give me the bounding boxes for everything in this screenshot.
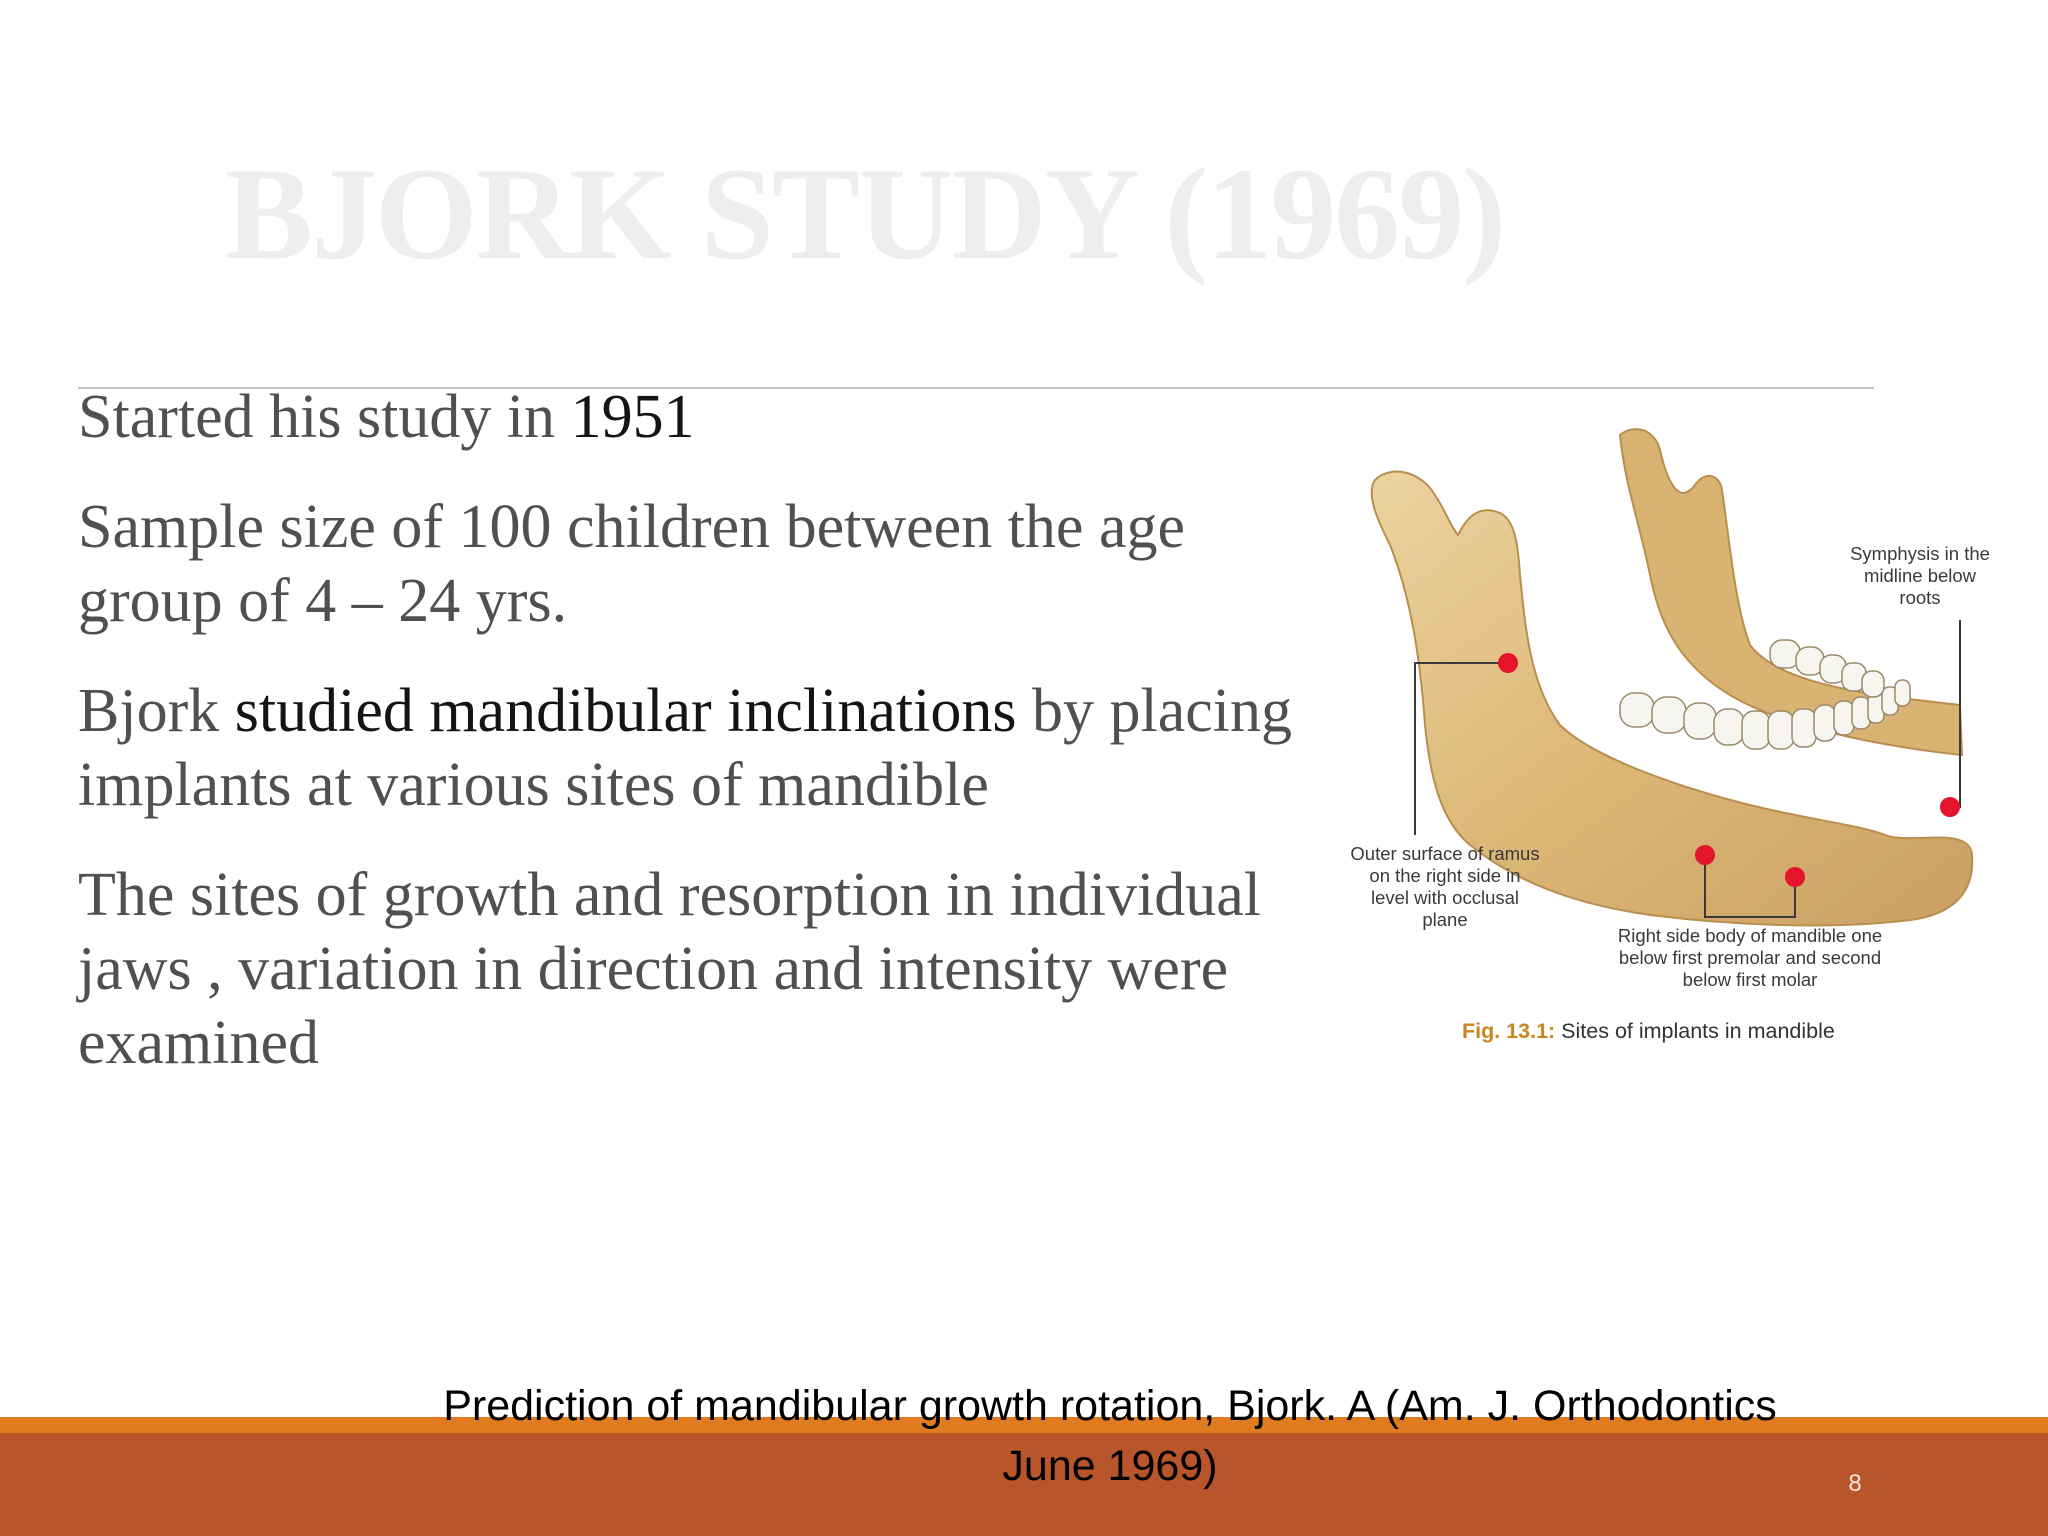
- page-number: 8: [1848, 1470, 1862, 1497]
- bullet-text-rest: by placing implants at various sites of mandible: [78, 677, 1292, 819]
- callout-body: Right side body of mandible one below first premolar and second below first molar: [1617, 925, 1883, 990]
- bullet-text: Sample size of 100 children between the age group of 4 – 24 yrs.: [78, 493, 1185, 635]
- figure-caption-label: Fig. 13.1:: [1462, 1019, 1556, 1043]
- bullet-item: [78, 858, 1308, 1080]
- figure-caption: [1462, 1019, 1982, 1044]
- slide-title: BJORK STUDY (1969): [225, 140, 1505, 287]
- bullet-list: [78, 380, 1308, 1116]
- figure-caption-text: Sites of implants in mandible: [1555, 1019, 1835, 1043]
- bullet-text: Bjork: [78, 677, 235, 745]
- callout-ramus: Outer surface of ramus on the right side in level with occlusal plane: [1350, 843, 1540, 930]
- citation-line-2: June 1969): [1002, 1442, 1218, 1490]
- callout-symphysis: Symphysis in the midline below roots: [1850, 543, 1990, 608]
- bullet-text: Started his study in: [78, 383, 571, 451]
- bullet-item: [78, 674, 1308, 822]
- citation-line-1: Prediction of mandibular growth rotation, Bjork. A (Am. J. Orthodontics: [443, 1382, 1777, 1430]
- bullet-highlight: 1951: [570, 383, 695, 451]
- bullet-item: [78, 490, 1308, 638]
- bullet-text: The sites of growth and resorption in individual jaws , variation in direction and intensity were examined: [78, 861, 1261, 1077]
- citation: [300, 1376, 1920, 1496]
- bullet-item: [78, 380, 1308, 454]
- bullet-highlight: studied mandibular inclinations: [234, 677, 1017, 745]
- mandible-figure: [1350, 425, 1990, 1060]
